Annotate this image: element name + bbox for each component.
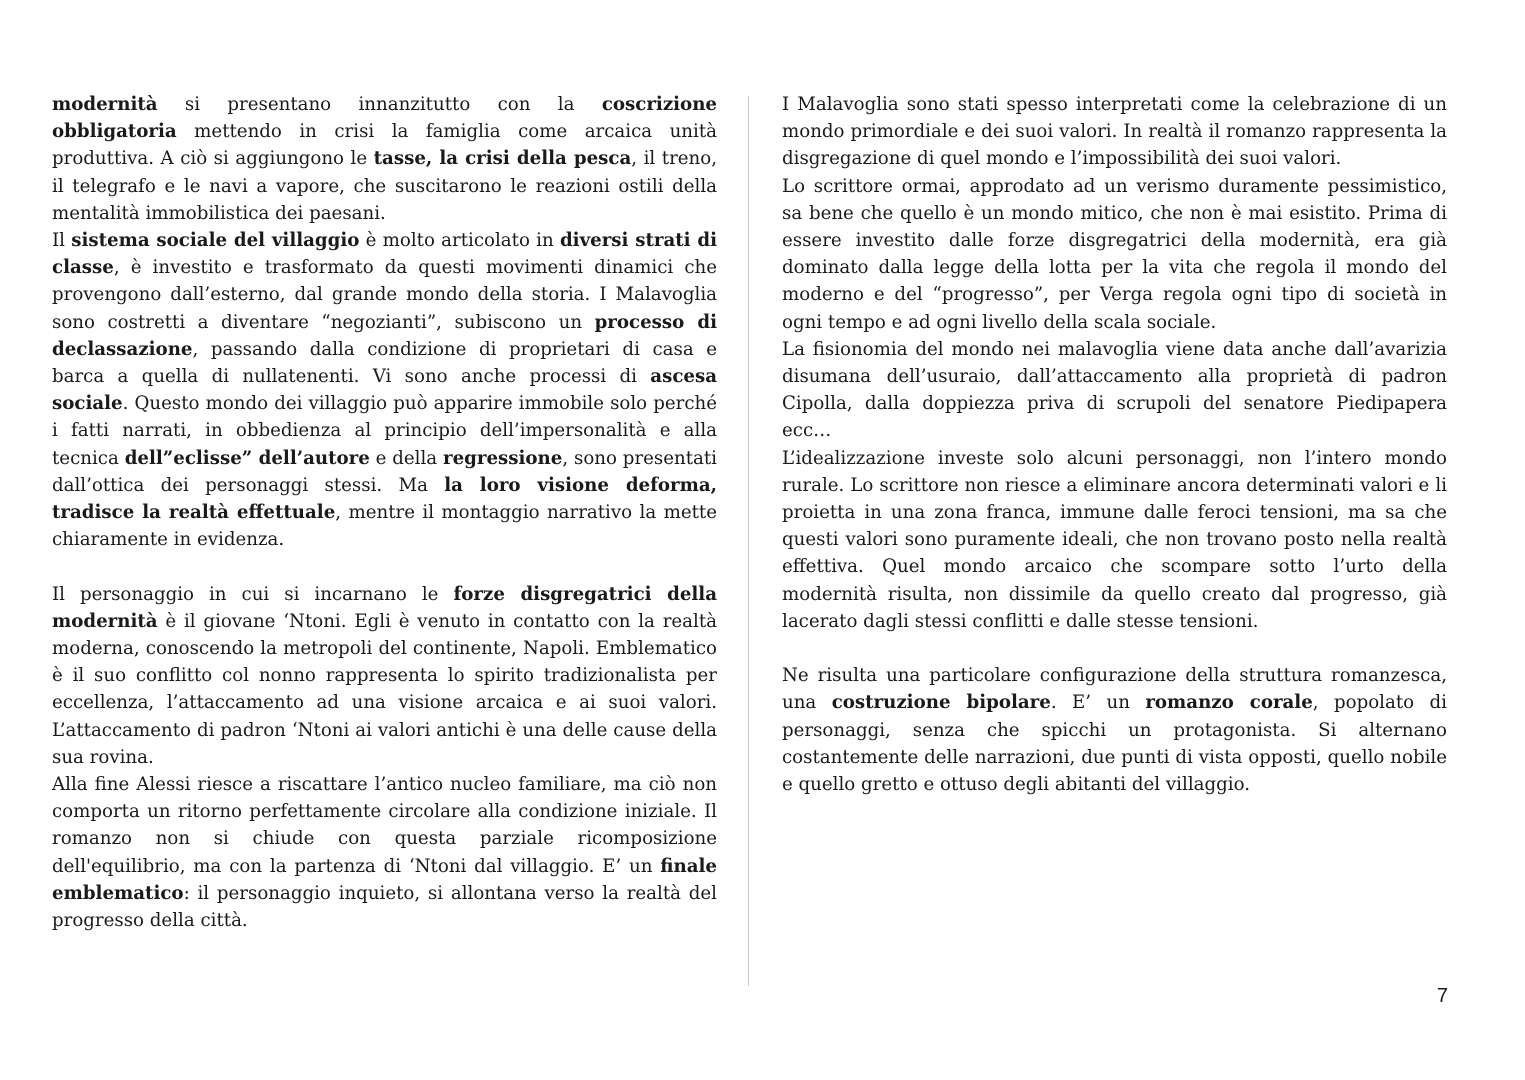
text: , popolato di personaggi, senza che spicchi un protagonista. Si alternano costantemente delle narrazioni, due punti di vista opposti, quello nobile e quello gretto e ottuso degli abitanti del villaggio. (782, 692, 1447, 796)
paragraph-modernity (52, 91, 717, 227)
left-column (52, 91, 717, 934)
text: , sono presentati dall’ottica dei personaggi stessi. Ma (52, 447, 717, 496)
bold-text: finale emblematico (52, 855, 717, 904)
text: è molto articolato in (359, 230, 560, 252)
text: e della (369, 447, 444, 469)
text: è il giovane ‘Ntoni. Egli è venuto in contatto con la realtà moderna, conoscendo la metropoli del continente, Napoli. Emblematico è il suo conflitto col nonno rappresenta lo spirito tradizionalista per eccellenza, l’attaccamento ad una visione arcaica e ai suoi valori. L’attaccamento di padron ‘Ntoni ai valori antichi è una delle cause della sua rovina. (52, 610, 717, 768)
paragraph-interpretation: I Malavoglia sono stati spesso interpretati come la celebrazione di un mondo primordiale e dei suoi valori. In realtà il romanzo rappresenta la disgregazione di quel mondo e l’impossibilità dei suoi valori. (782, 94, 1447, 170)
bold-text: tasse, la crisi della pesca (373, 148, 632, 170)
text: , passando dalla condizione di proprietari di casa e barca a quella di nullatenenti. Vi sono anche processi di (52, 338, 717, 388)
text: : il personaggio inquieto, si allontana verso la realtà del progresso della città. (52, 882, 717, 932)
bold-text: ascesa sociale (52, 366, 717, 415)
text: Ne risulta una particolare configurazione della struttura romanzesca, una (782, 665, 1447, 714)
text: . E’ un (1050, 692, 1146, 714)
bold-text: sistema sociale del villaggio (71, 230, 360, 252)
bold-text: dell”eclisse” dell’autore (124, 447, 370, 469)
bold-text: processo di declassazione (52, 311, 717, 360)
paragraph-bipolar-structure (782, 662, 1447, 798)
bold-text: costruzione bipolare (831, 692, 1051, 714)
paragraph-ntoni (52, 581, 717, 771)
bold-text: la loro visione deforma, tradisce la realtà effettuale (52, 474, 718, 524)
bold-text: modernità (52, 94, 158, 115)
text: si presentano innanzitutto con la (157, 94, 602, 115)
bold-text: regressione (443, 447, 563, 469)
text: mettendo in crisi la famiglia come arcaica unità produttiva. A ciò si aggiungono le (52, 121, 717, 170)
paragraph-verismo: Lo scrittore ormai, approdato ad un verismo duramente pessimistico, sa bene che quello è un mondo mitico, che non è mai esistito. Prima di essere investito dalle forze disgregatrici della modernità, era già dominato dalla legge della lotta per la vita che regola il mondo del moderno e del “progresso”, per Verga regola ogni tipo di società in ogni tempo e ad ogni livello della scala sociale. (782, 175, 1447, 333)
paragraph-social-system (52, 227, 717, 553)
page-number: 7 (1436, 985, 1448, 1007)
bold-text: diversi strati di classe (52, 230, 717, 279)
bold-text: forze disgregatrici della modernità (52, 583, 717, 632)
text: , è investito e trasformato da questi movimenti dinamici che provengono dall’esterno, dal grande mondo della storia. I Malavoglia sono costretti a diventare “negozianti”, subiscono un (52, 257, 717, 333)
text: Il (52, 230, 72, 252)
bold-text: coscrizione obbligatoria (52, 94, 717, 143)
text: , il treno, il telegrafo e le navi a vapore, che suscitarono le reazioni ostili della mentalità immobilistica dei paesani. (52, 148, 717, 224)
column-divider (748, 96, 749, 986)
text: , mentre il montaggio narrativo la mette chiaramente in evidenza. (52, 502, 717, 551)
bold-text: romanzo corale (1145, 692, 1313, 714)
text: Il personaggio in cui si incarnano le (52, 583, 454, 605)
paragraph-idealization: L’idealizzazione investe solo alcuni personaggi, non l’intero mondo rurale. Lo scrittore non riesce a eliminare ancora determinati valori e li proietta in una zona franca, immune dalle feroci tensioni, ma sa che questi valori sono puramente ideali, che non trovano posto nella realtà effettiva. Quel mondo arcaico che scompare sotto l’urto della modernità risulta, non dissimile da quello creato dal progresso, già lacerato dagli stessi conflitti e dalle stesse tensioni. (782, 447, 1447, 632)
paragraph-physiognomy: La fisionomia del mondo nei malavoglia viene data anche dall’avarizia disumana dell’usuraio, dall’attaccamento alla proprietà di padron Cipolla, dalla doppiezza priva di scrupoli del senatore Piedipapera ecc… (782, 338, 1447, 442)
text: . Questo mondo dei villaggio può apparire immobile solo perché i fatti narrati, in obbedienza al principio dell’impersonalità e alla tecnica (52, 393, 717, 469)
paragraph-ending (52, 771, 717, 934)
right-column (782, 91, 1447, 798)
text: Alla fine Alessi riesce a riscattare l’antico nucleo familiare, ma ciò non comporta un ritorno perfettamente circolare alla condizione iniziale. Il romanzo non si chiude con questa parziale ricomposizione dell'equilibrio, ma con la partenza di ‘Ntoni dal villaggio. E’ un (52, 774, 717, 877)
